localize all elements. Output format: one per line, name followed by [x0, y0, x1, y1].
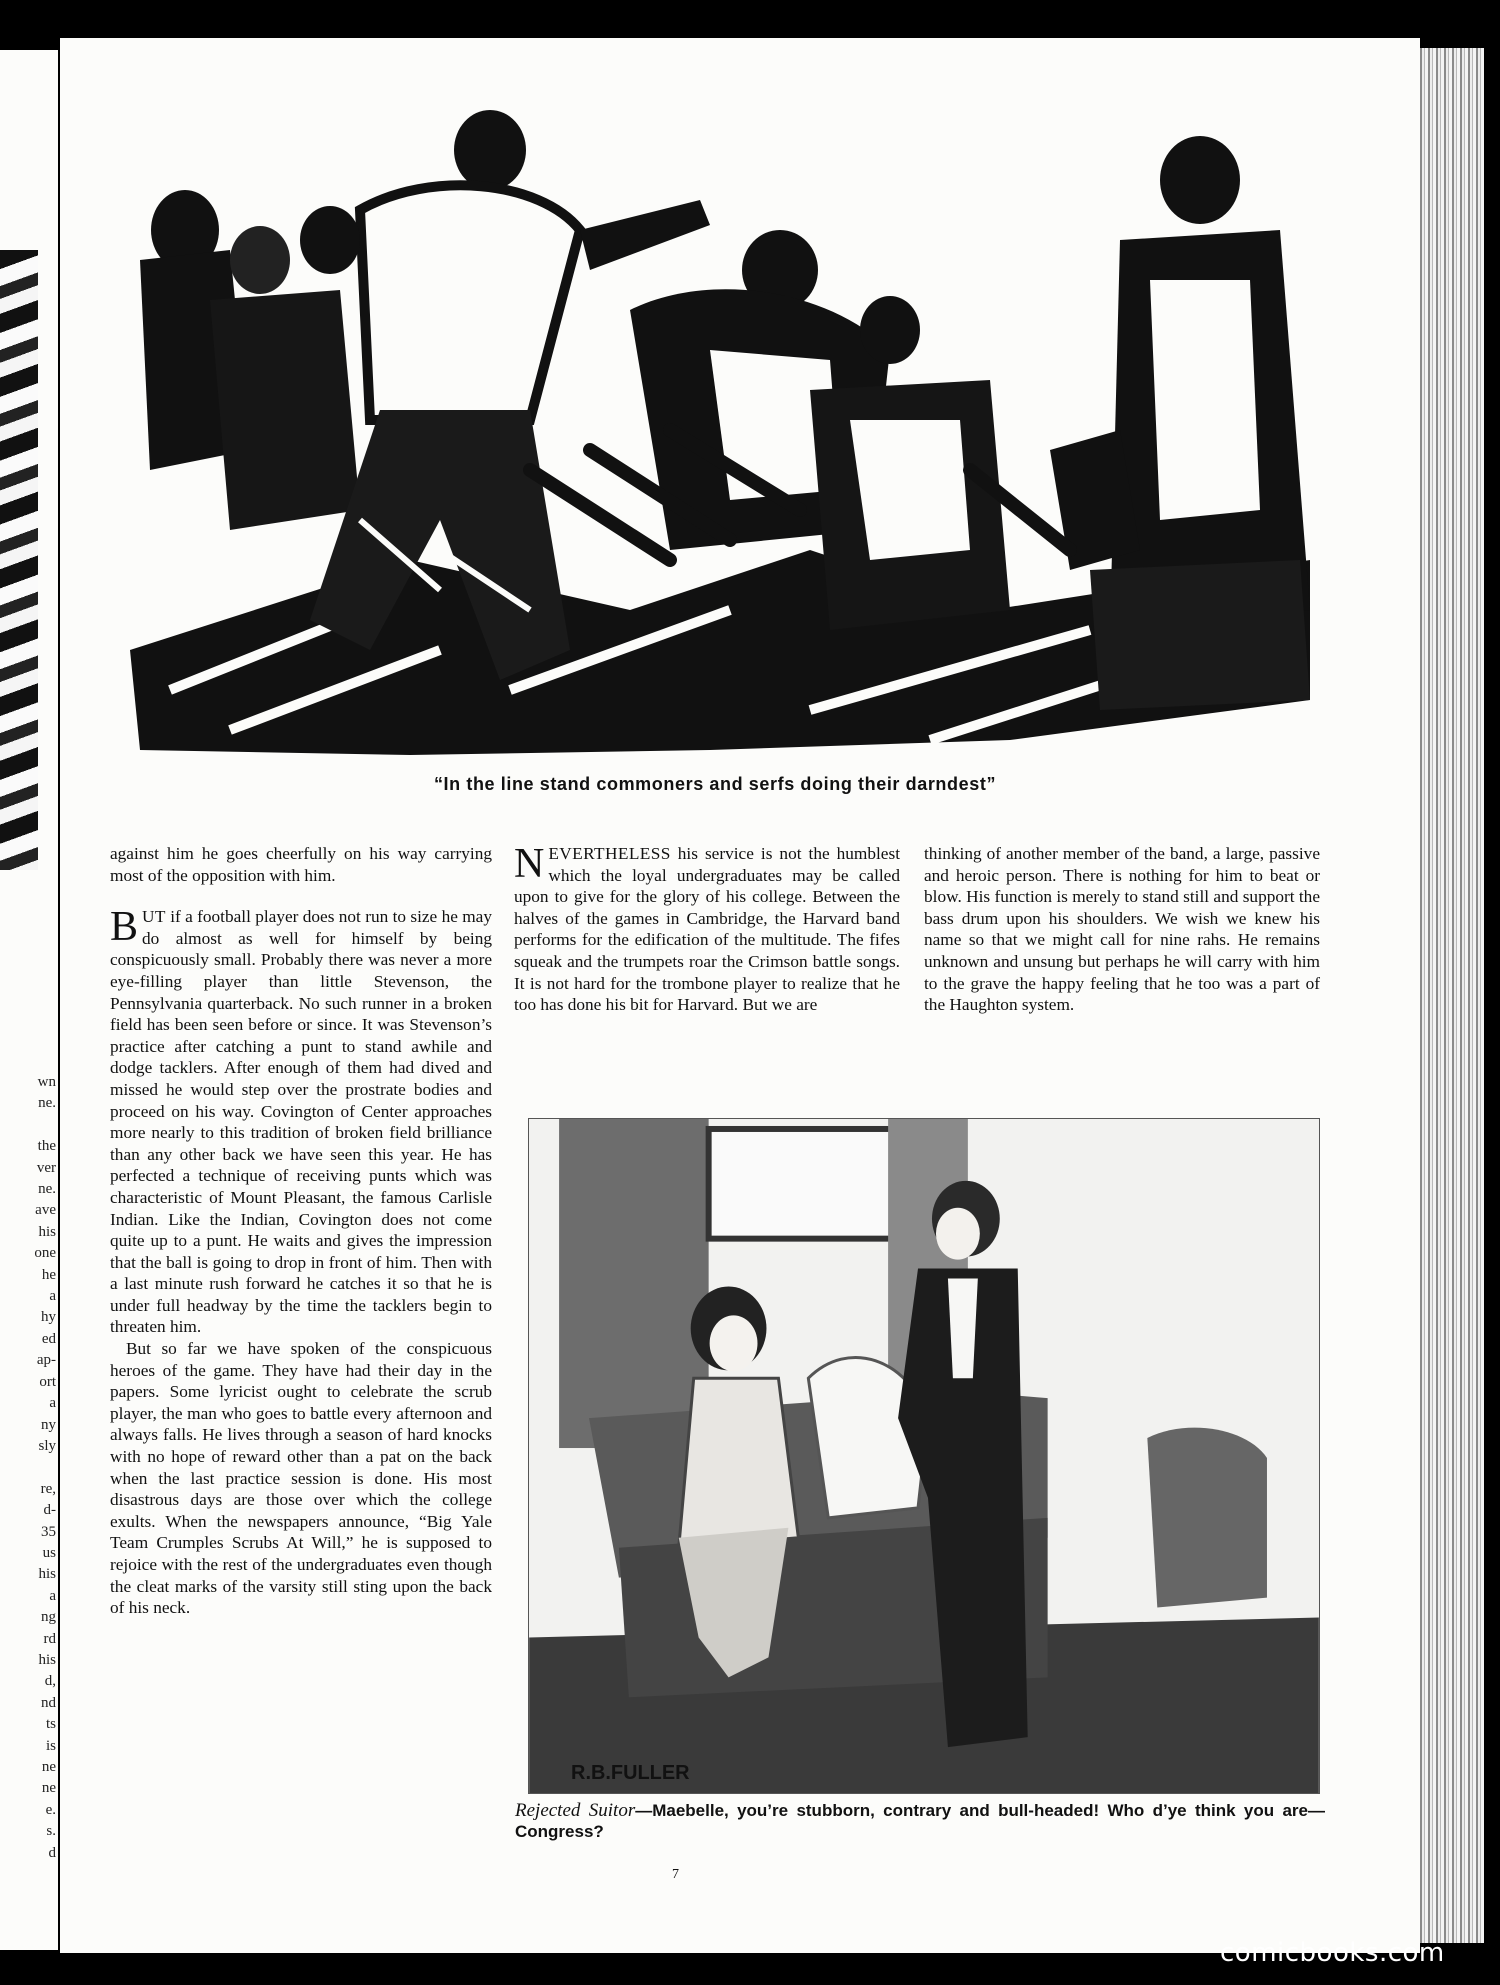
previous-page-fragment: wn — [37, 1074, 56, 1090]
previous-page-fragment: his — [38, 1566, 56, 1583]
previous-page-fragment: hy — [41, 1309, 56, 1326]
previous-page-fragment: e. — [45, 1801, 56, 1818]
paragraph-body: if a football player does not run to size he may do almost as well for himself by being conspicuously small. Probably there was never a more eye-filling player than little Stevenson, the Pennsylvania quarterback. No such runner in a broken field has been seen before or since. It was Stevenson’s practice after catching a punt to stand awhile and dodge tacklers. After enough of them had dived and missed he would step over the prostrate bodies and proceed on his way. Covington of Center approaches more nearly to this tradition of broken field brilliance than any other back we have seen this year. He has perfected a technique of receiving punts which was characteristic of Mount Pleasant, the famous Carlisle Indian. Like the Indian, Covington does not come quite up to a punt. He waits and gives the impression that the ball is going to drop in front of him. Then with a last minute rush forward he catches it so that he is under full headway by the time the tacklers begin to threaten him. — [110, 907, 492, 1337]
previous-page-fragment: ne — [41, 1759, 56, 1775]
previous-page-fragment: re, — [40, 1480, 56, 1497]
caption-text: —Maebelle, you’re stubborn, contrary and bull-headed! Who d’ye think you are—Congress? — [515, 1801, 1325, 1841]
previous-page-fragment: ts — [45, 1716, 56, 1733]
paragraph — [110, 906, 492, 1338]
drop-cap: N — [514, 841, 545, 887]
previous-page-fragment: ne. — [38, 1181, 56, 1198]
previous-page-fragment: sly — [38, 1437, 56, 1454]
previous-page-fragment: nd — [41, 1694, 56, 1711]
previous-page-fragment: the — [37, 1138, 56, 1155]
previous-page-fragment — [2, 1115, 56, 1136]
previous-page-fragment: d- — [43, 1502, 56, 1519]
small-caps-lead: UT — [142, 907, 166, 927]
previous-page-text-fragments — [2, 1072, 56, 1864]
paragraph: against him he goes cheerfully on his way carrying most of the opposition with him. — [110, 844, 492, 885]
previous-page-fragment: ver — [36, 1159, 56, 1176]
text-column-1 — [110, 843, 492, 1619]
illustration-caption: “In the line stand commoners and serfs doing their darndest” — [433, 774, 997, 794]
caption-speaker: Rejected Suitor — [515, 1800, 636, 1821]
cartoon-caption — [515, 1800, 1325, 1842]
previous-page-fragment: ave — [35, 1202, 56, 1219]
previous-page-fragment: he — [41, 1266, 56, 1283]
previous-page-fragment — [2, 1457, 56, 1478]
previous-page-fragment: d — [48, 1844, 56, 1861]
source-watermark: comicbooks.com — [1220, 1938, 1445, 1968]
previous-page-fragment: rd — [43, 1630, 56, 1647]
text-column-3 — [924, 843, 1320, 1016]
previous-page-fragment: one — [34, 1245, 56, 1262]
previous-page-edge — [0, 50, 58, 1950]
paragraph-body: his service is not the humblest which the loyal undergraduates may be called upon to give for the glory of his college. Between the halves of the games in Cambridge, the Harvard band performs for the edification of the multitude. The fifes squeak and the trumpets roar the Crimson battle songs. It is not hard for the trombone player to realize that he too has done his bit for Harvard. But we are — [514, 844, 900, 1015]
small-caps-lead: EVERTHELESS — [548, 844, 671, 863]
previous-page-fragment: d, — [44, 1673, 56, 1690]
previous-page-fragment: us — [42, 1544, 56, 1561]
previous-page-fragment: his — [38, 1223, 56, 1240]
artist-signature: R.B.FULLER — [571, 1762, 690, 1785]
previous-page-fragment: s. — [46, 1823, 56, 1840]
previous-page-fragment: his — [38, 1651, 56, 1668]
previous-page-fragment: ne. — [38, 1095, 56, 1112]
previous-page-fragment: ed — [41, 1330, 56, 1347]
previous-page-fragment: ort — [39, 1373, 56, 1390]
previous-page-fragment: is — [45, 1737, 56, 1754]
previous-page-fragment: ap- — [36, 1352, 56, 1369]
previous-page-fragment: a — [49, 1288, 56, 1305]
previous-page-fragment: a — [49, 1587, 56, 1604]
paragraph: But so far we have spoken of the conspicuous heroes of the game. They have had their day in the papers. Some lyricist ought to celebrate the scrub player, the man who goes to battle every afternoon and always falls. He lives through a season of hard knocks with no hope of reward other than a pat on the back when the last practice session is done. His most disastrous days are those over which the college exults. When the newspapers announce, “Big Yale Team Crumples Scrubs At Will,” he is supposed to rejoice with the rest of the undergraduates even though the cleat marks of the varsity still sting upon the back of his neck. — [110, 1339, 492, 1618]
previous-page-fragment: ng — [41, 1609, 56, 1626]
previous-page-fragment: a — [49, 1395, 56, 1412]
previous-page-fragment: 35 — [41, 1523, 56, 1540]
previous-page-fragment: ne — [41, 1780, 56, 1797]
previous-page-illustration-fragment — [0, 250, 38, 870]
book-page-edges — [1420, 48, 1484, 1943]
previous-page-fragment: ny — [41, 1416, 56, 1433]
football-scrimmage-illustration — [110, 90, 1320, 770]
paragraph: thinking of another member of the band, a large, passive and heroic person. There is nothing for him to beat or blow. His function is merely to stand still and support the bass drum upon his shoulders. We wish we knew his name so that we might call for nine rahs. He remains unknown and unsung but perhaps he will carry with him to the grave the happy feeling that he too was a part of the Haughton system. — [924, 844, 1320, 1015]
page-number: 7 — [672, 1867, 679, 1882]
paragraph — [514, 843, 900, 1016]
drop-cap: B — [110, 904, 139, 951]
text-column-2 — [514, 843, 900, 1016]
rejected-suitor-cartoon — [528, 1118, 1320, 1794]
